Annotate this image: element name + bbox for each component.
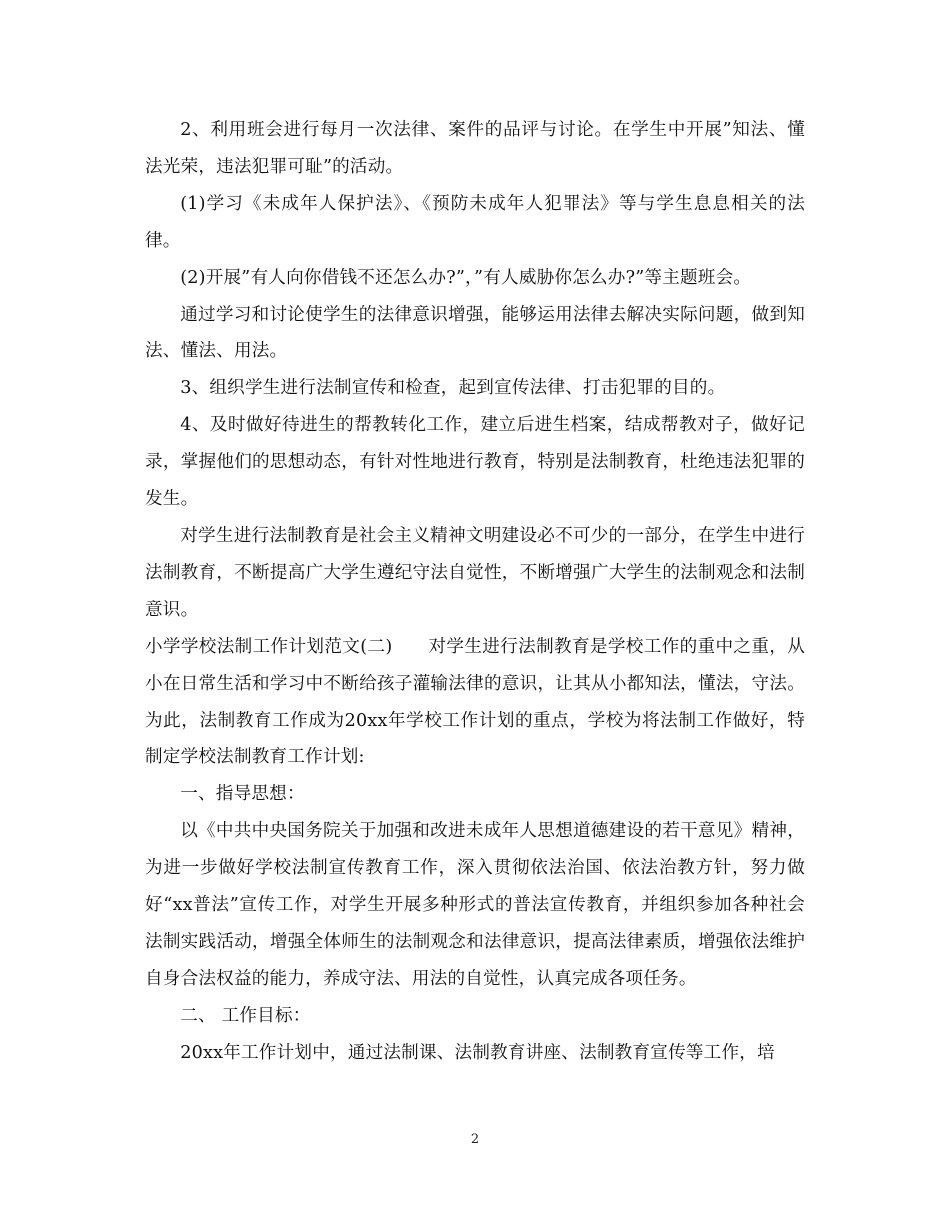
paragraph-work-goals: 20xx年工作计划中，通过法制课、法制教育讲座、法制教育宣传等工作，培 [180, 1042, 775, 1063]
paragraph-subitem-1-study-laws: (1)学习《未成年人保护法》、《预防未成年人犯罪法》等与学生息息相关的法律。 [145, 193, 805, 251]
paragraph-item-4-guidance: 4、及时做好待进生的帮教转化工作，建立后进生档案，结成帮教对子，做好记录，掌握他们的思想动态，有针对性地进行教育，特别是法制教育，杜绝违法犯罪的发生。 [145, 415, 805, 510]
paragraph-guiding-ideology: 以《中共中央国务院关于加强和改进未成年人思想道德建设的若干意见》精神，为进一步做好学校法制宣传教育工作，深入贯彻依法治国、依法治教方针，努力做好“xx普法”宣传工作，对学生开展多种形式的普法宣传教育，并组织参加各种社会法制实践活动，增强全体师生的法制观念和法律意识，提高法律素质，增强依法维护自身合法权益的能力，养成守法、用法的自觉性，认真完成各项任务。 [145, 821, 805, 989]
heading-work-goals: 二、 工作目标： [180, 1005, 311, 1026]
document-body [145, 112, 805, 1072]
paragraph-summary: 对学生进行法制教育是社会主义精神文明建设必不可少的一部分，在学生中进行法制教育，不断提高广大学生遵纪守法自觉性，不断增强广大学生的法制观念和法制意识。 [145, 525, 805, 620]
paragraph-section-title-and-intro: 小学学校法制工作计划范文(二) 对学生进行法制教育是学校工作的重中之重，从小在日常生活和学习中不断给孩子灌输法律的意识，让其从小都知法，懂法，守法。为此，法制教育工作成为20xx年学校工作计划的重点，学校为将法制工作做好，特制定学校法制教育工作计划: [145, 636, 805, 768]
heading-guiding-ideology: 一、指导思想： [180, 784, 305, 805]
paragraph-item-2-class-meeting: 2、利用班会进行每月一次法律、案件的品评与讨论。在学生中开展”知法、懂法光荣，违法犯罪可耻”的活动。 [145, 120, 805, 177]
page-number: 2 [470, 1132, 480, 1147]
paragraph-subitem-2-theme-meetings: (2)开展”有人向你借钱不还怎么办?”，”有人威胁你怎么办?”等主题班会。 [180, 267, 752, 288]
paragraph-item-3-publicity: 3、组织学生进行法制宣传和检查，起到宣传法律、打击犯罪的目的。 [180, 378, 726, 399]
paragraph-learning-discussion: 通过学习和讨论使学生的法律意识增强，能够运用法律去解决实际问题，做到知法、懂法、用法。 [145, 304, 805, 362]
